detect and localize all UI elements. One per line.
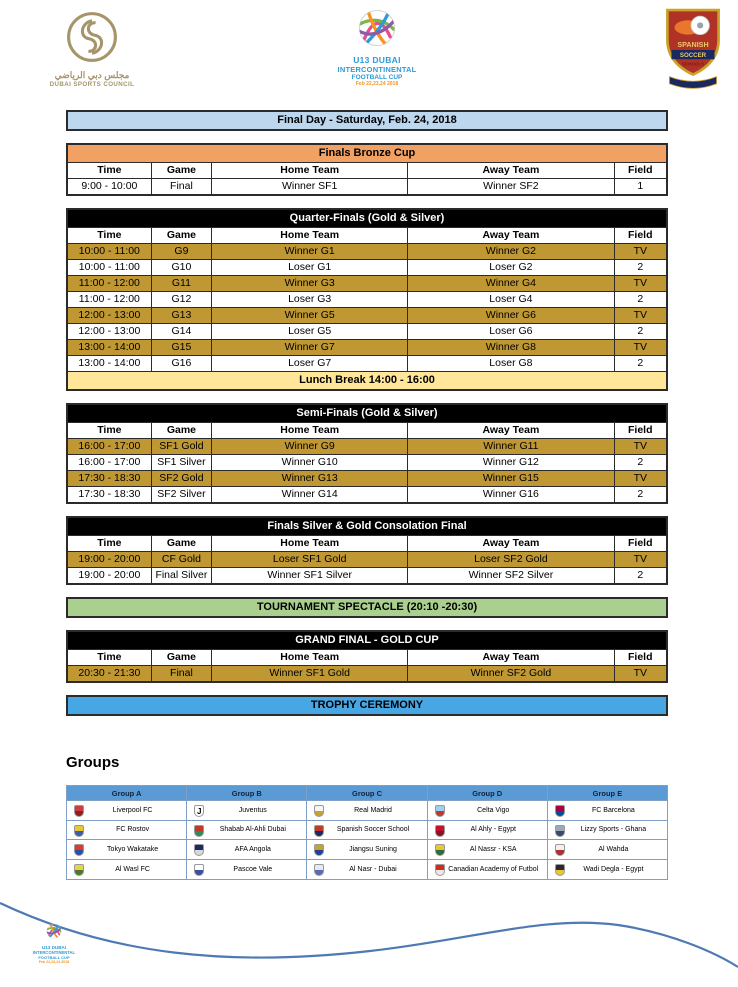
cell-away-team: Winner G2 [408,244,614,259]
team-crest-icon [555,844,565,856]
finals-silver-gold-consolation-table [66,516,668,585]
schedule-row [68,323,666,339]
team-crest-icon: J [194,805,204,817]
team-crest-icon [555,825,565,837]
cell-field: TV [633,667,647,679]
group-header: Group B [187,786,306,801]
cell-game: SF1 Gold [152,439,212,454]
team-name: FC Rostov [116,826,150,834]
team-crest-icon [314,825,324,837]
cell-home-team: Winner G13 [212,471,408,486]
team-cell [307,821,426,841]
team-crest-icon [194,864,204,876]
schedule-row [68,275,666,291]
team-cell [67,860,186,880]
team-crest-icon [555,864,565,876]
team-crest-icon [435,864,445,876]
groups-heading: Groups [66,754,120,771]
column-header-time: Time [68,228,152,243]
schedule-row [68,178,666,194]
tournament-logo-line1: U13 DUBAI [353,55,401,65]
cell-home-team: Winner SF1 Silver [212,568,408,583]
cell-field: TV [633,309,647,321]
column-header-time: Time [68,423,152,438]
schedule-row [68,259,666,275]
cell-game: G14 [152,324,212,339]
column-header-home-team: Home Team [212,228,408,243]
cell-time: 16:00 - 17:00 [68,439,152,454]
decorative-wave [0,893,738,982]
quarter-finals-table [66,208,668,391]
cell-field: TV [633,341,647,353]
group-column-group-c [307,786,427,879]
tournament-logo [332,6,422,87]
team-cell [187,801,306,821]
finals-silver-gold-consolation-table-box [66,516,668,585]
finals-bronze-cup-title: Finals Bronze Cup [68,145,666,162]
team-cell [548,840,667,860]
team-name: Jiangsu Suning [349,845,397,853]
cell-home-team: Winner G1 [212,244,408,259]
cell-game: SF2 Silver [152,487,212,502]
cell-time: 17:30 - 18:30 [68,487,152,502]
cell-away-team: Loser G8 [408,356,614,371]
schedule-row [68,438,666,454]
cell-time: 19:00 - 20:00 [68,552,152,567]
schedule-row [68,307,666,323]
cell-home-team: Loser G5 [212,324,408,339]
team-cell [187,840,306,860]
team-name: Tokyo Wakatake [107,845,159,853]
quarter-finals-column-header-row [68,227,666,243]
cell-field: TV [633,440,647,452]
column-header-field: Field [628,229,653,241]
ribbon-ball-icon [355,37,399,54]
team-name: Al Ahly - Egypt [470,826,516,834]
cell-field: 2 [637,488,644,500]
cell-time: 13:00 - 14:00 [68,356,152,371]
column-header-home-team: Home Team [212,650,408,665]
team-name: Spanish Soccer School [336,826,410,834]
schedule-row [68,339,666,355]
team-crest-icon [314,844,324,856]
quarter-finals-table-box [66,208,668,391]
finals-bronze-cup-table [66,143,668,196]
tournament-spectacle-banner: TOURNAMENT SPECTACLE (20:10 -20:30) [66,597,668,618]
tournament-logo-line2: INTERCONTINENTAL [337,65,417,74]
column-header-away-team: Away Team [408,228,614,243]
cell-home-team: Loser G3 [212,292,408,307]
cell-home-team: Loser G1 [212,260,408,275]
semi-finals-column-header-row [68,422,666,438]
cell-time: 12:00 - 13:00 [68,324,152,339]
group-column-group-e [548,786,667,879]
team-name: Pascoe Vale [233,865,273,873]
cell-away-team: Winner SF2 [408,179,614,194]
cell-field: 2 [637,261,644,273]
team-crest-icon [555,805,565,817]
footer-logo-line3: FOOTBALL CUP [38,955,70,960]
cell-away-team: Winner G4 [408,276,614,291]
column-header-time: Time [68,163,152,178]
team-name: Al Wahda [598,845,629,853]
cell-away-team: Winner G16 [408,487,614,502]
cell-game: SF1 Silver [152,455,212,470]
cell-home-team: Winner G9 [212,439,408,454]
dubai-sports-council-logo [40,10,144,88]
cell-time: 17:30 - 18:30 [68,471,152,486]
column-header-field: Field [628,537,653,549]
team-crest-icon [435,825,445,837]
cell-field: 2 [637,357,644,369]
team-name: Juventus [238,806,267,814]
column-header-game: Game [152,228,212,243]
grand-final-gold-cup-column-header-row [68,649,666,665]
team-cell [548,860,667,880]
team-name: Lizzy Sports - Ghana [580,826,647,834]
cell-away-team: Loser G2 [408,260,614,275]
team-cell [187,821,306,841]
schedule-row [68,470,666,486]
cell-game: G10 [152,260,212,275]
group-header: Group D [428,786,547,801]
svg-text:SOCCER: SOCCER [679,52,707,60]
group-column-group-a [67,786,187,879]
team-crest-icon [314,805,324,817]
semi-finals-table [66,403,668,504]
finals-silver-gold-consolation-title: Finals Silver & Gold Consolation Final [68,518,666,535]
group-column-group-b [187,786,307,879]
team-crest-icon [435,844,445,856]
cell-game: Final [152,666,212,681]
shield-crest-icon [660,7,726,93]
cell-field: TV [633,553,647,565]
team-cell [548,801,667,821]
cell-field: TV [633,277,647,289]
cell-field: TV [633,472,647,484]
team-name: Al Nasr - Dubai [349,865,397,873]
dsc-arabic-name: مجلس دبي الرياضي [54,70,130,80]
cell-time: 11:00 - 12:00 [68,292,152,307]
team-cell [187,860,306,880]
cell-away-team: Winner SF2 Silver [408,568,614,583]
group-header: Group A [67,786,186,801]
team-name: Al Nassr - KSA [469,845,517,853]
column-header-field: Field [628,651,653,663]
column-header-away-team: Away Team [408,536,614,551]
cell-time: 20:30 - 21:30 [68,666,152,681]
team-crest-icon [194,844,204,856]
semi-finals-table-box [66,403,668,504]
team-crest-icon [74,864,84,876]
team-cell [307,801,426,821]
schedule-row [68,551,666,567]
cell-game: CF Gold [152,552,212,567]
column-header-home-team: Home Team [212,163,408,178]
cell-time: 9:00 - 10:00 [68,179,152,194]
column-header-field: Field [628,424,653,436]
cell-game: Final Silver [152,568,212,583]
cell-home-team: Loser G7 [212,356,408,371]
column-header-time: Time [68,536,152,551]
tournament-logo-line3: FOOTBALL CUP [351,74,403,81]
quarter-finals-title: Quarter-Finals (Gold & Silver) [68,210,666,227]
groups-table [66,785,668,880]
schedule-row [68,454,666,470]
team-cell [307,840,426,860]
grand-final-table [66,630,668,683]
column-header-away-team: Away Team [408,650,614,665]
grand-final-gold-cup-table-box [66,630,668,683]
column-header-game: Game [152,650,212,665]
team-crest-icon [74,825,84,837]
finals-bronze-cup-table-box [66,143,668,196]
schedule-row [68,665,666,681]
cell-home-team: Loser SF1 Gold [212,552,408,567]
finals-bronze-cup-column-header-row [68,162,666,178]
footer-logo-date: Feb 22,23,24 2018 [38,960,70,964]
column-header-away-team: Away Team [408,163,614,178]
cell-game: G13 [152,308,212,323]
cell-field: 1 [637,180,644,192]
column-header-game: Game [152,163,212,178]
grand-final-gold-cup-title: GRAND FINAL - GOLD CUP [68,632,666,649]
cell-game: Final [152,179,212,194]
cell-time: 12:00 - 13:00 [68,308,152,323]
cell-time: 16:00 - 17:00 [68,455,152,470]
svg-text:SPANISH: SPANISH [677,40,709,49]
cell-field: 2 [637,293,644,305]
team-name: FC Barcelona [592,806,635,814]
cell-home-team: Winner G10 [212,455,408,470]
team-cell [428,821,547,841]
cell-home-team: Winner SF1 Gold [212,666,408,681]
cell-time: 19:00 - 20:00 [68,568,152,583]
column-header-field: Field [628,164,653,176]
team-crest-icon [194,825,204,837]
cell-home-team: Winner G7 [212,340,408,355]
trophy-ceremony-banner: TROPHY CEREMONY [66,695,668,716]
schedule-row [68,243,666,259]
schedule-row [68,355,666,371]
cell-game: G15 [152,340,212,355]
cell-field: TV [633,245,647,257]
team-crest-icon [74,805,84,817]
team-cell [67,801,186,821]
team-name: Real Madrid [354,806,392,814]
cell-home-team: Winner G14 [212,487,408,502]
quarter-finals-footer-note: Lunch Break 14:00 - 16:00 [68,371,666,389]
cell-away-team: Winner G8 [408,340,614,355]
schedule-content [66,110,668,880]
cell-away-team: Loser G6 [408,324,614,339]
tournament-logo-date: Feb 22,23,24 2018 [355,81,399,87]
schedule-row [68,567,666,583]
dsc-english-name: DUBAI SPORTS COUNCIL [49,81,135,88]
team-name: Al Wasl FC [115,865,150,873]
team-name: Shabab Al-Ahli Dubai [219,826,286,834]
cell-home-team: Winner G3 [212,276,408,291]
final-day-banner: Final Day - Saturday, Feb. 24, 2018 [66,110,668,131]
cell-time: 10:00 - 11:00 [68,260,152,275]
team-crest-icon [74,844,84,856]
team-name: Celta Vigo [477,806,510,814]
cell-game: G11 [152,276,212,291]
cell-home-team: Winner SF1 [212,179,408,194]
cell-home-team: Winner G5 [212,308,408,323]
team-crest-icon [314,864,324,876]
team-cell [428,801,547,821]
cell-time: 10:00 - 11:00 [68,244,152,259]
team-cell [548,821,667,841]
cell-field: 2 [637,569,644,581]
cell-away-team: Winner G6 [408,308,614,323]
team-cell [67,821,186,841]
team-crest-icon [435,805,445,817]
team-cell [428,860,547,880]
cell-game: SF2 Gold [152,471,212,486]
group-header: Group E [548,786,667,801]
column-header-time: Time [68,650,152,665]
group-column-group-d [428,786,548,879]
cell-away-team: Winner G12 [408,455,614,470]
column-header-game: Game [152,536,212,551]
cell-away-team: Winner SF2 Gold [408,666,614,681]
cell-time: 13:00 - 14:00 [68,340,152,355]
team-cell [307,860,426,880]
team-cell [428,840,547,860]
cell-game: G9 [152,244,212,259]
team-name: AFA Angola [234,845,271,853]
cell-field: 2 [637,456,644,468]
cell-field: 2 [637,325,644,337]
cell-away-team: Loser SF2 Gold [408,552,614,567]
column-header-home-team: Home Team [212,536,408,551]
footer-tournament-logo [22,922,86,964]
semi-finals-title: Semi-Finals (Gold & Silver) [68,405,666,422]
team-name: Wadi Degla - Egypt [583,865,644,873]
ribbon-ball-icon-small [45,927,63,944]
team-cell [67,840,186,860]
finals-silver-gold-consolation-column-header-row [68,535,666,551]
group-header: Group C [307,786,426,801]
footer-logo-line1: U13 DUBAI [41,945,67,950]
cell-away-team: Winner G11 [408,439,614,454]
team-name: Canadian Academy of Futbol [448,865,539,873]
cell-away-team: Loser G4 [408,292,614,307]
svg-text:SCHOOLS: SCHOOLS [681,61,705,67]
column-header-away-team: Away Team [408,423,614,438]
schedule-row [68,291,666,307]
spanish-soccer-school-crest [660,7,726,98]
cell-game: G12 [152,292,212,307]
cell-game: G16 [152,356,212,371]
footer-logo-line2: INTERCONTINENTAL [32,950,76,955]
dsc-emblem-icon [65,51,119,68]
cell-time: 11:00 - 12:00 [68,276,152,291]
column-header-home-team: Home Team [212,423,408,438]
schedule-row [68,486,666,502]
team-name: Liverpool FC [112,806,153,814]
column-header-game: Game [152,423,212,438]
cell-away-team: Winner G15 [408,471,614,486]
